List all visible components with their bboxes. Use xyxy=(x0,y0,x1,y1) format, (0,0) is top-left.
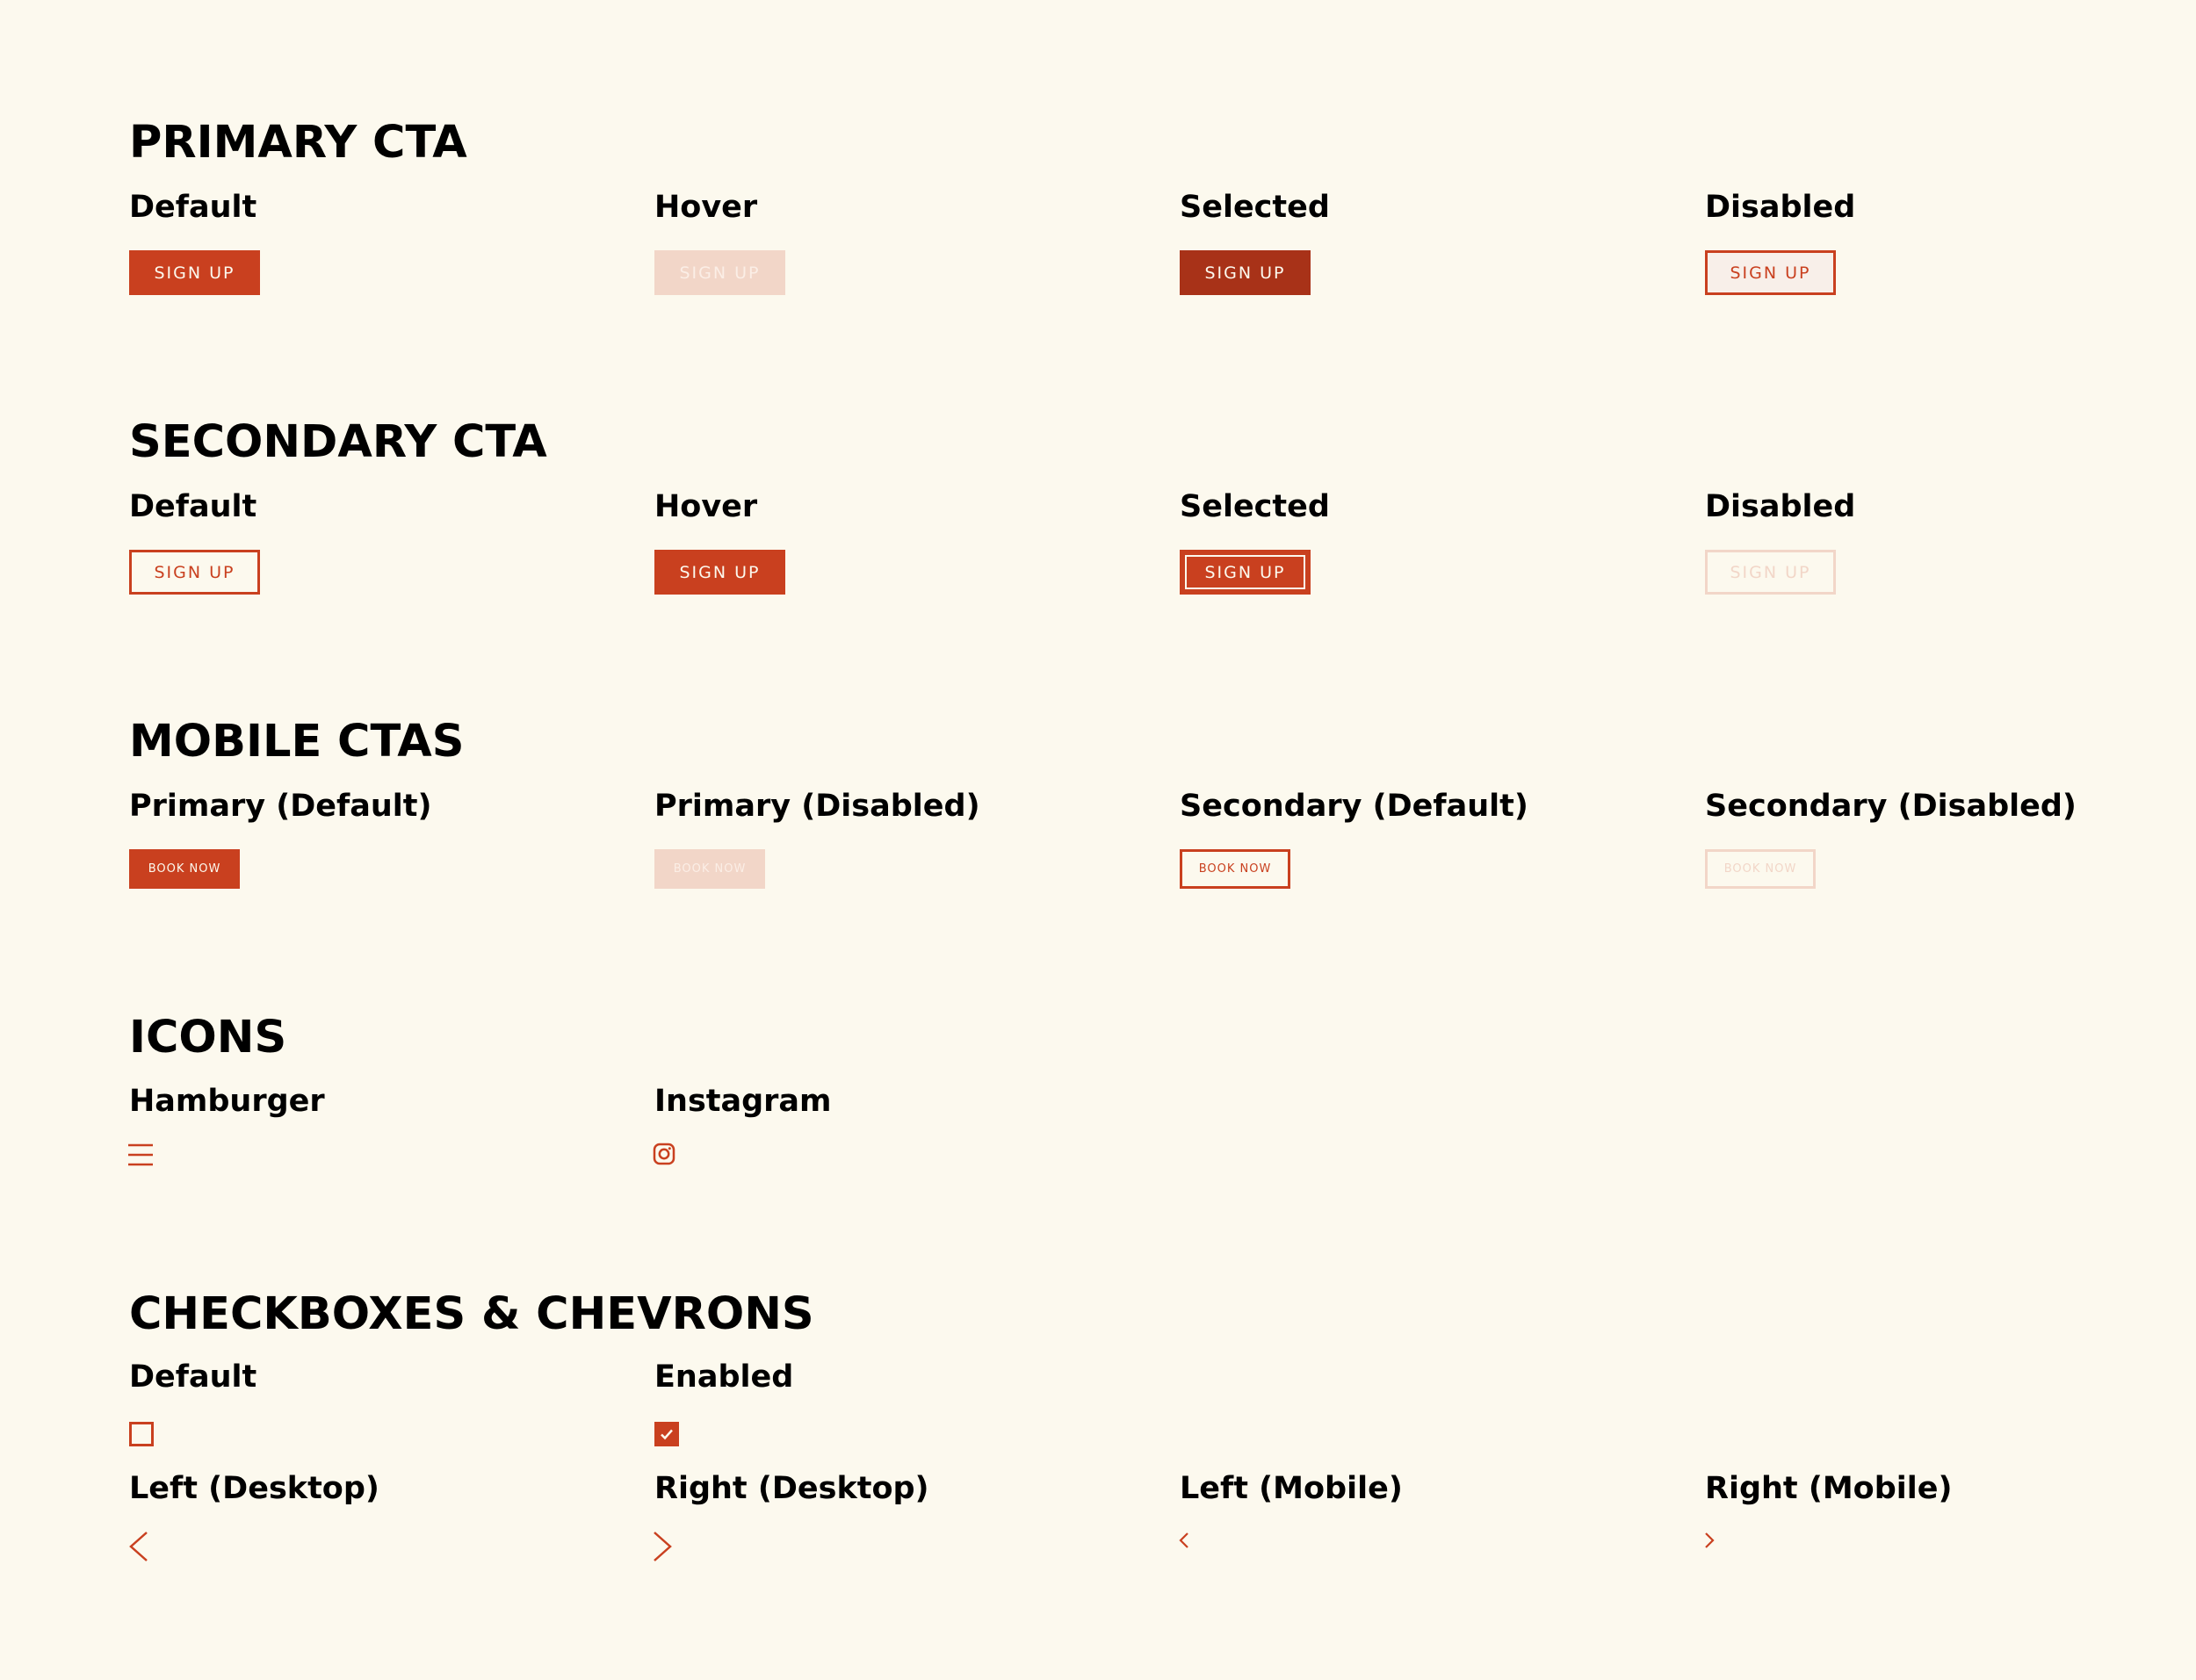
secondary-cta-title: SECONDARY CTA xyxy=(129,416,547,468)
primary-selected-button[interactable]: SIGN UP xyxy=(1180,250,1311,295)
secondary-default-label: Default xyxy=(129,489,257,524)
checkbox-default-label: Default xyxy=(129,1359,257,1395)
secondary-selected-label: Selected xyxy=(1180,489,1330,524)
mobile-primary-default-button[interactable]: BOOK NOW xyxy=(129,849,240,889)
primary-disabled-label: Disabled xyxy=(1705,190,1856,225)
mobile-secondary-default-button[interactable]: BOOK NOW xyxy=(1180,849,1290,889)
chevron-left-mobile-label: Left (Mobile) xyxy=(1180,1471,1403,1506)
secondary-hover-button[interactable]: SIGN UP xyxy=(654,550,785,595)
primary-hover-button[interactable]: SIGN UP xyxy=(654,250,785,295)
secondary-disabled-label: Disabled xyxy=(1705,489,1856,524)
instagram-label: Instagram xyxy=(654,1084,832,1119)
chevron-right-desktop-label: Right (Desktop) xyxy=(654,1471,929,1506)
chevron-left-desktop-label: Left (Desktop) xyxy=(129,1471,379,1506)
chevron-left-mobile-icon[interactable] xyxy=(1177,1531,1191,1550)
mobile-primary-disabled-button[interactable]: BOOK NOW xyxy=(654,849,765,889)
mobile-ctas-title: MOBILE CTAS xyxy=(129,716,465,768)
secondary-disabled-button[interactable]: SIGN UP xyxy=(1705,550,1836,595)
icons-title: ICONS xyxy=(129,1012,287,1064)
mobile-secondary-disabled-label: Secondary (Disabled) xyxy=(1705,789,2077,824)
mobile-secondary-disabled-button[interactable]: BOOK NOW xyxy=(1705,849,1816,889)
checkbox-enabled-label: Enabled xyxy=(654,1359,794,1395)
hamburger-label: Hamburger xyxy=(129,1084,325,1119)
mobile-secondary-default-label: Secondary (Default) xyxy=(1180,789,1528,824)
primary-disabled-button[interactable]: SIGN UP xyxy=(1705,250,1836,295)
mobile-primary-disabled-label: Primary (Disabled) xyxy=(654,789,980,824)
primary-selected-label: Selected xyxy=(1180,190,1330,225)
primary-hover-label: Hover xyxy=(654,190,758,225)
chevron-right-icon[interactable] xyxy=(651,1531,675,1562)
checkbox-enabled[interactable] xyxy=(654,1422,679,1446)
primary-cta-title: PRIMARY CTA xyxy=(129,117,467,169)
checkboxes-chevrons-title: CHECKBOXES & CHEVRONS xyxy=(129,1288,814,1340)
checkbox-default[interactable] xyxy=(129,1422,154,1446)
chevron-left-icon[interactable] xyxy=(126,1531,150,1562)
check-icon xyxy=(657,1424,676,1444)
instagram-icon[interactable] xyxy=(653,1143,675,1165)
chevron-right-mobile-label: Right (Mobile) xyxy=(1705,1471,1953,1506)
secondary-default-button[interactable]: SIGN UP xyxy=(129,550,260,595)
hamburger-icon[interactable] xyxy=(127,1143,154,1166)
primary-default-label: Default xyxy=(129,190,257,225)
chevron-right-mobile-icon[interactable] xyxy=(1702,1531,1716,1550)
secondary-selected-button[interactable]: SIGN UP xyxy=(1180,550,1311,595)
secondary-hover-label: Hover xyxy=(654,489,758,524)
primary-default-button[interactable]: SIGN UP xyxy=(129,250,260,295)
mobile-primary-default-label: Primary (Default) xyxy=(129,789,432,824)
